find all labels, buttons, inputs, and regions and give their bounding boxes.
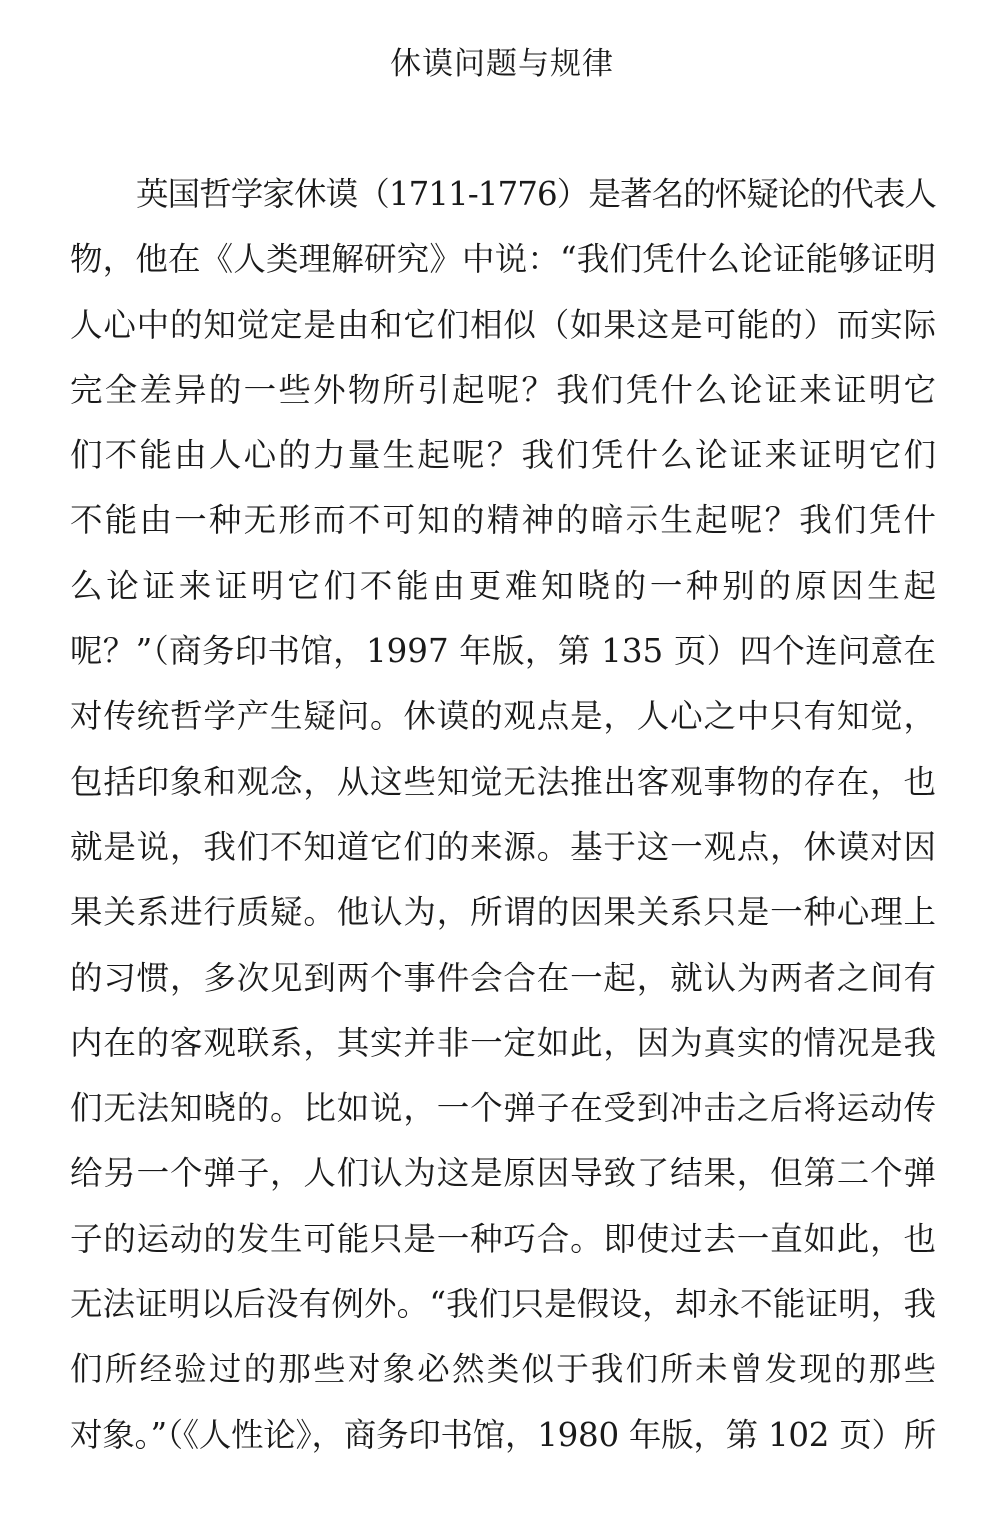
body-line: 内在的客观联系，其实并非一定如此，因为真实的情况是我 <box>70 1023 936 1062</box>
body-line: 物，他在《人类理解研究》中说：“我们凭什么论证能够证明 <box>70 240 936 279</box>
document-title: 休谟问题与规律 <box>390 46 614 82</box>
body-line: 不能由一种无形而不可知的精神的暗示生起呢？我们凭什 <box>70 501 936 540</box>
body-line: 们无法知晓的。比如说，一个弹子在受到冲击之后将运动传 <box>70 1089 936 1128</box>
body-line: 完全差异的一些外物所引起呢？我们凭什么论证来证明它 <box>70 370 936 409</box>
body-line: 果关系进行质疑。他认为，所谓的因果关系只是一种心理上 <box>70 893 936 932</box>
body-line: 给另一个弹子，人们认为这是原因导致了结果，但第二个弹 <box>70 1154 936 1193</box>
body-line: 包括印象和观念，从这些知觉无法推出客观事物的存在，也 <box>70 762 936 801</box>
body-line: 们所经验过的那些对象必然类似于我们所未曾发现的那些 <box>70 1350 936 1389</box>
body-line: 么论证来证明它们不能由更难知晓的一种别的原因生起 <box>70 566 936 605</box>
body-line: 无法证明以后没有例外。“我们只是假设，却永不能证明，我 <box>70 1285 936 1324</box>
body-line: 人心中的知觉定是由和它们相似（如果这是可能的）而实际 <box>70 305 936 344</box>
document-body <box>70 162 936 1468</box>
body-line: 子的运动的发生可能只是一种巧合。即使过去一直如此，也 <box>70 1219 936 1258</box>
body-line: 对象。”（《人性论》，商务印书馆，1980 年版，第 102 页）所 <box>70 1415 936 1454</box>
body-line: 们不能由人心的力量生起呢？我们凭什么论证来证明它们 <box>70 436 936 475</box>
body-line: 对传统哲学产生疑问。休谟的观点是，人心之中只有知觉， <box>70 697 936 736</box>
body-line: 英国哲学家休谟（1711-1776）是著名的怀疑论的代表人 <box>136 175 936 213</box>
body-line: 呢？”（商务印书馆，1997 年版，第 135 页）四个连问意在 <box>70 632 936 671</box>
body-line: 就是说，我们不知道它们的来源。基于这一观点，休谟对因 <box>70 827 936 866</box>
body-line: 的习惯，多次见到两个事件会合在一起，就认为两者之间有 <box>70 958 936 997</box>
